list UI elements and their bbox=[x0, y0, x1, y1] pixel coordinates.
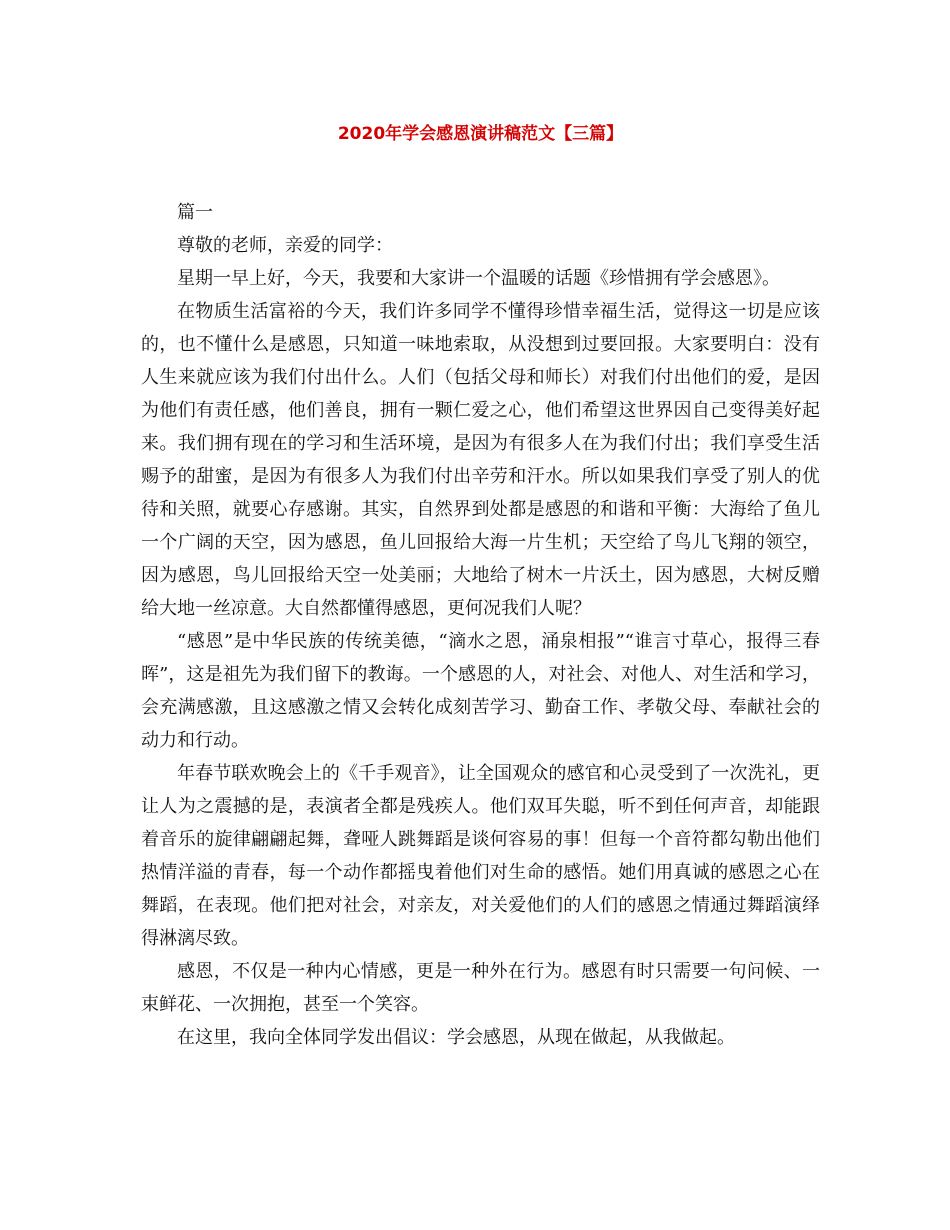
paragraph-performance: 年春节联欢晚会上的《千手观音》，让全国观众的感官和心灵受到了一次洗礼，更让人为之震撼的是，表演者全都是残疾人。他们双耳失聪，听不到任何声音，却能跟着音乐的旋律翩翩起舞，聋哑人跳舞蹈是谈何容易的事！但每一个音符都勾勒出他们热情洋溢的青春，每一个动作都摇曳着他们对生命的感悟。她们用真诚的感恩之心在舞蹈，在表现。他们把对社会，对亲友，对关爱他们的人们的感恩之情通过舞蹈演绎得淋漓尽致。 bbox=[141, 763, 820, 949]
paragraph-greeting: 星期一早上好，今天，我要和大家讲一个温暖的话题《珍惜拥有学会感恩》。 bbox=[177, 268, 780, 289]
paragraph-gratitude-nature: 在物质生活富裕的今天，我们许多同学不懂得珍惜幸福生活，觉得这一切是应该的，也不懂什么是感恩，只知道一味地索取，从没想到过要回报。大家要明白：没有人生来就应该为我们付出什么。人们（包括父母和师长）对我们付出他们的爱，是因为他们有责任感，他们善良，拥有一颗仁爱之心，他们希望这世界因自己变得美好起来。我们拥有现在的学习和生活环境，是因为有很多人在为我们付出；我们享受生活赐予的甜蜜，是因为有很多人为我们付出辛劳和汗水。所以如果我们享受了别人的优待和关照，就要心存感谢。其实，自然界到处都是感恩的和谐和平衡：大海给了鱼儿一个广阔的天空，因为感恩，鱼儿回报给大海一片生机；天空给了鸟儿飞翔的领空，因为感恩，鸟儿回报给天空一处美丽；大地给了树木一片沃土，因为感恩，大树反赠给大地一丝凉意。大自然都懂得感恩，更何况我们人呢？ bbox=[141, 301, 820, 619]
paragraph-proposal: 在这里，我向全体同学发出倡议：学会感恩，从现在做起，从我做起。 bbox=[177, 1027, 735, 1048]
paragraph-virtue: “感恩”是中华民族的传统美德，“滴水之恩，涌泉相报”“谁言寸草心，报得三春晖”，这是祖先为我们留下的教诲。一个感恩的人，对社会、对他人、对生活和学习，会充满感激，且这感激之情又会转化成刻苦学习、勤奋工作、孝敬父母、奉献社会的动力和行动。 bbox=[141, 631, 820, 751]
salutation: 尊敬的老师，亲爱的同学： bbox=[177, 235, 393, 256]
section-heading: 篇一 bbox=[177, 202, 213, 223]
document-body bbox=[141, 196, 820, 1054]
paragraph-action: 感恩，不仅是一种内心情感，更是一种外在行为。感恩有时只需要一句问候、一束鲜花、一次拥抱，甚至一个笑容。 bbox=[141, 961, 820, 1015]
document-title: 2020年学会感恩演讲稿范文【三篇】 bbox=[337, 124, 624, 144]
